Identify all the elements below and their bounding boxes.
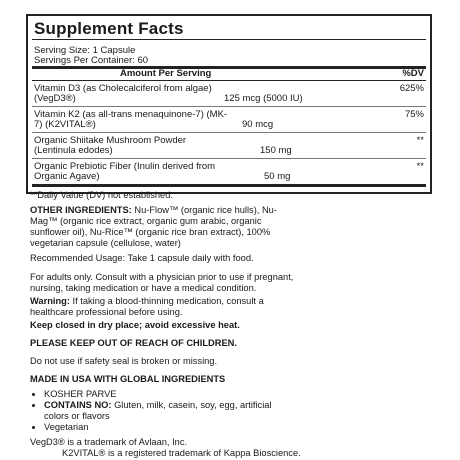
ingredient-name: Organic Prebiotic Fiber (Inulin derived from bbox=[34, 161, 216, 172]
warning-text: healthcare professional before using. bbox=[30, 307, 183, 317]
supplement-facts-panel bbox=[26, 14, 432, 194]
dv-header: %DV bbox=[402, 68, 424, 79]
list-item bbox=[44, 400, 374, 422]
ingredient-amount: 125 mcg (5000 IU) bbox=[224, 93, 303, 104]
ingredient-name: Vitamin D3 (as Cholecalciferol from algae) bbox=[34, 83, 212, 94]
other-ingredients-text: Nu-Flow™ (organic rice hulls), Nu- bbox=[134, 205, 277, 215]
made-in-text: MADE IN USA WITH GLOBAL INGREDIENTS bbox=[30, 374, 226, 384]
footer-thick-rule bbox=[32, 184, 426, 187]
row-separator bbox=[32, 132, 426, 133]
ingredient-name: Vitamin K2 (as all-trans menaquinone-7) (MK- bbox=[34, 109, 228, 120]
title-rule bbox=[32, 39, 426, 40]
adults-only-text: nursing, taking medication or have a medical condition. bbox=[30, 283, 257, 293]
adults-only-notice bbox=[30, 272, 446, 294]
warning-label: Warning: bbox=[30, 296, 70, 306]
serving-size: Serving Size: 1 Capsule bbox=[34, 45, 136, 56]
row-separator bbox=[32, 158, 426, 159]
contains-no-text: Gluten, milk, casein, soy, egg, artificial bbox=[114, 400, 272, 410]
attribute-list bbox=[30, 389, 374, 433]
other-ingredients-text: sunflower oil), Nu-Rice™ (organic rice bran extract), 100% bbox=[30, 227, 271, 237]
ingredient-dv: 75% bbox=[404, 109, 424, 120]
amount-per-serving-header: Amount Per Serving bbox=[120, 68, 212, 79]
storage-text: Keep closed in dry place; avoid excessive heat. bbox=[30, 320, 240, 330]
storage-notice bbox=[30, 320, 446, 331]
other-ingredients bbox=[30, 205, 446, 249]
ingredient-dv: 625% bbox=[399, 83, 424, 94]
ingredient-amount: 50 mg bbox=[264, 171, 291, 182]
other-ingredients-text: vegetarian capsule (cellulose, water) bbox=[30, 238, 181, 248]
trademark-vegd3: VegD3® is a trademark of Avlaan, Inc. bbox=[30, 437, 188, 447]
ingredient-name: Organic Agave) bbox=[34, 171, 100, 182]
dv-footnote: **Daily Value (DV) not established. bbox=[30, 190, 173, 200]
ingredient-dv: ** bbox=[416, 135, 424, 146]
children-text: PLEASE KEEP OUT OF REACH OF CHILDREN. bbox=[30, 338, 237, 348]
other-ingredients-label: OTHER INGREDIENTS: bbox=[30, 205, 132, 215]
row-separator bbox=[32, 106, 426, 107]
ingredient-name: (VegD3®) bbox=[34, 93, 76, 104]
contains-no-text: colors or flavors bbox=[44, 411, 110, 421]
ingredient-amount: 90 mcg bbox=[242, 119, 274, 130]
children-notice bbox=[30, 338, 446, 349]
ingredient-amount: 150 mg bbox=[260, 145, 292, 156]
column-header-rule bbox=[32, 80, 426, 81]
list-item: • KOSHER PARVE bbox=[44, 389, 374, 400]
trademark-k2vital: K2VITAL® is a registered trademark of Kappa Bioscience. bbox=[62, 448, 301, 458]
safety-seal-notice: Do not use if safety seal is broken or missing. bbox=[30, 356, 218, 366]
ingredient-name: 7) (K2VITAL®) bbox=[34, 119, 96, 130]
made-in-usa bbox=[30, 374, 446, 385]
warning-text: If taking a blood-thinning medication, consult a bbox=[72, 296, 264, 306]
list-item: • Vegetarian bbox=[44, 422, 374, 433]
ingredient-name: (Lentinula edodes) bbox=[34, 145, 113, 156]
contains-no-label: CONTAINS NO: bbox=[44, 400, 112, 410]
header-thick-rule bbox=[32, 66, 426, 69]
ingredient-dv: ** bbox=[416, 161, 424, 172]
servings-per-container: Servings Per Container: 60 bbox=[34, 55, 149, 66]
panel-title: Supplement Facts bbox=[34, 19, 184, 38]
ingredient-name: Organic Shiitake Mushroom Powder bbox=[34, 135, 187, 146]
adults-only-text: For adults only. Consult with a physician prior to use if pregnant, bbox=[30, 272, 294, 282]
recommended-usage: Recommended Usage: Take 1 capsule daily with food. bbox=[30, 253, 254, 263]
warning-notice bbox=[30, 296, 446, 318]
other-ingredients-text: Mag™ (organic rice extract, organic gum arabic, organic bbox=[30, 216, 262, 226]
